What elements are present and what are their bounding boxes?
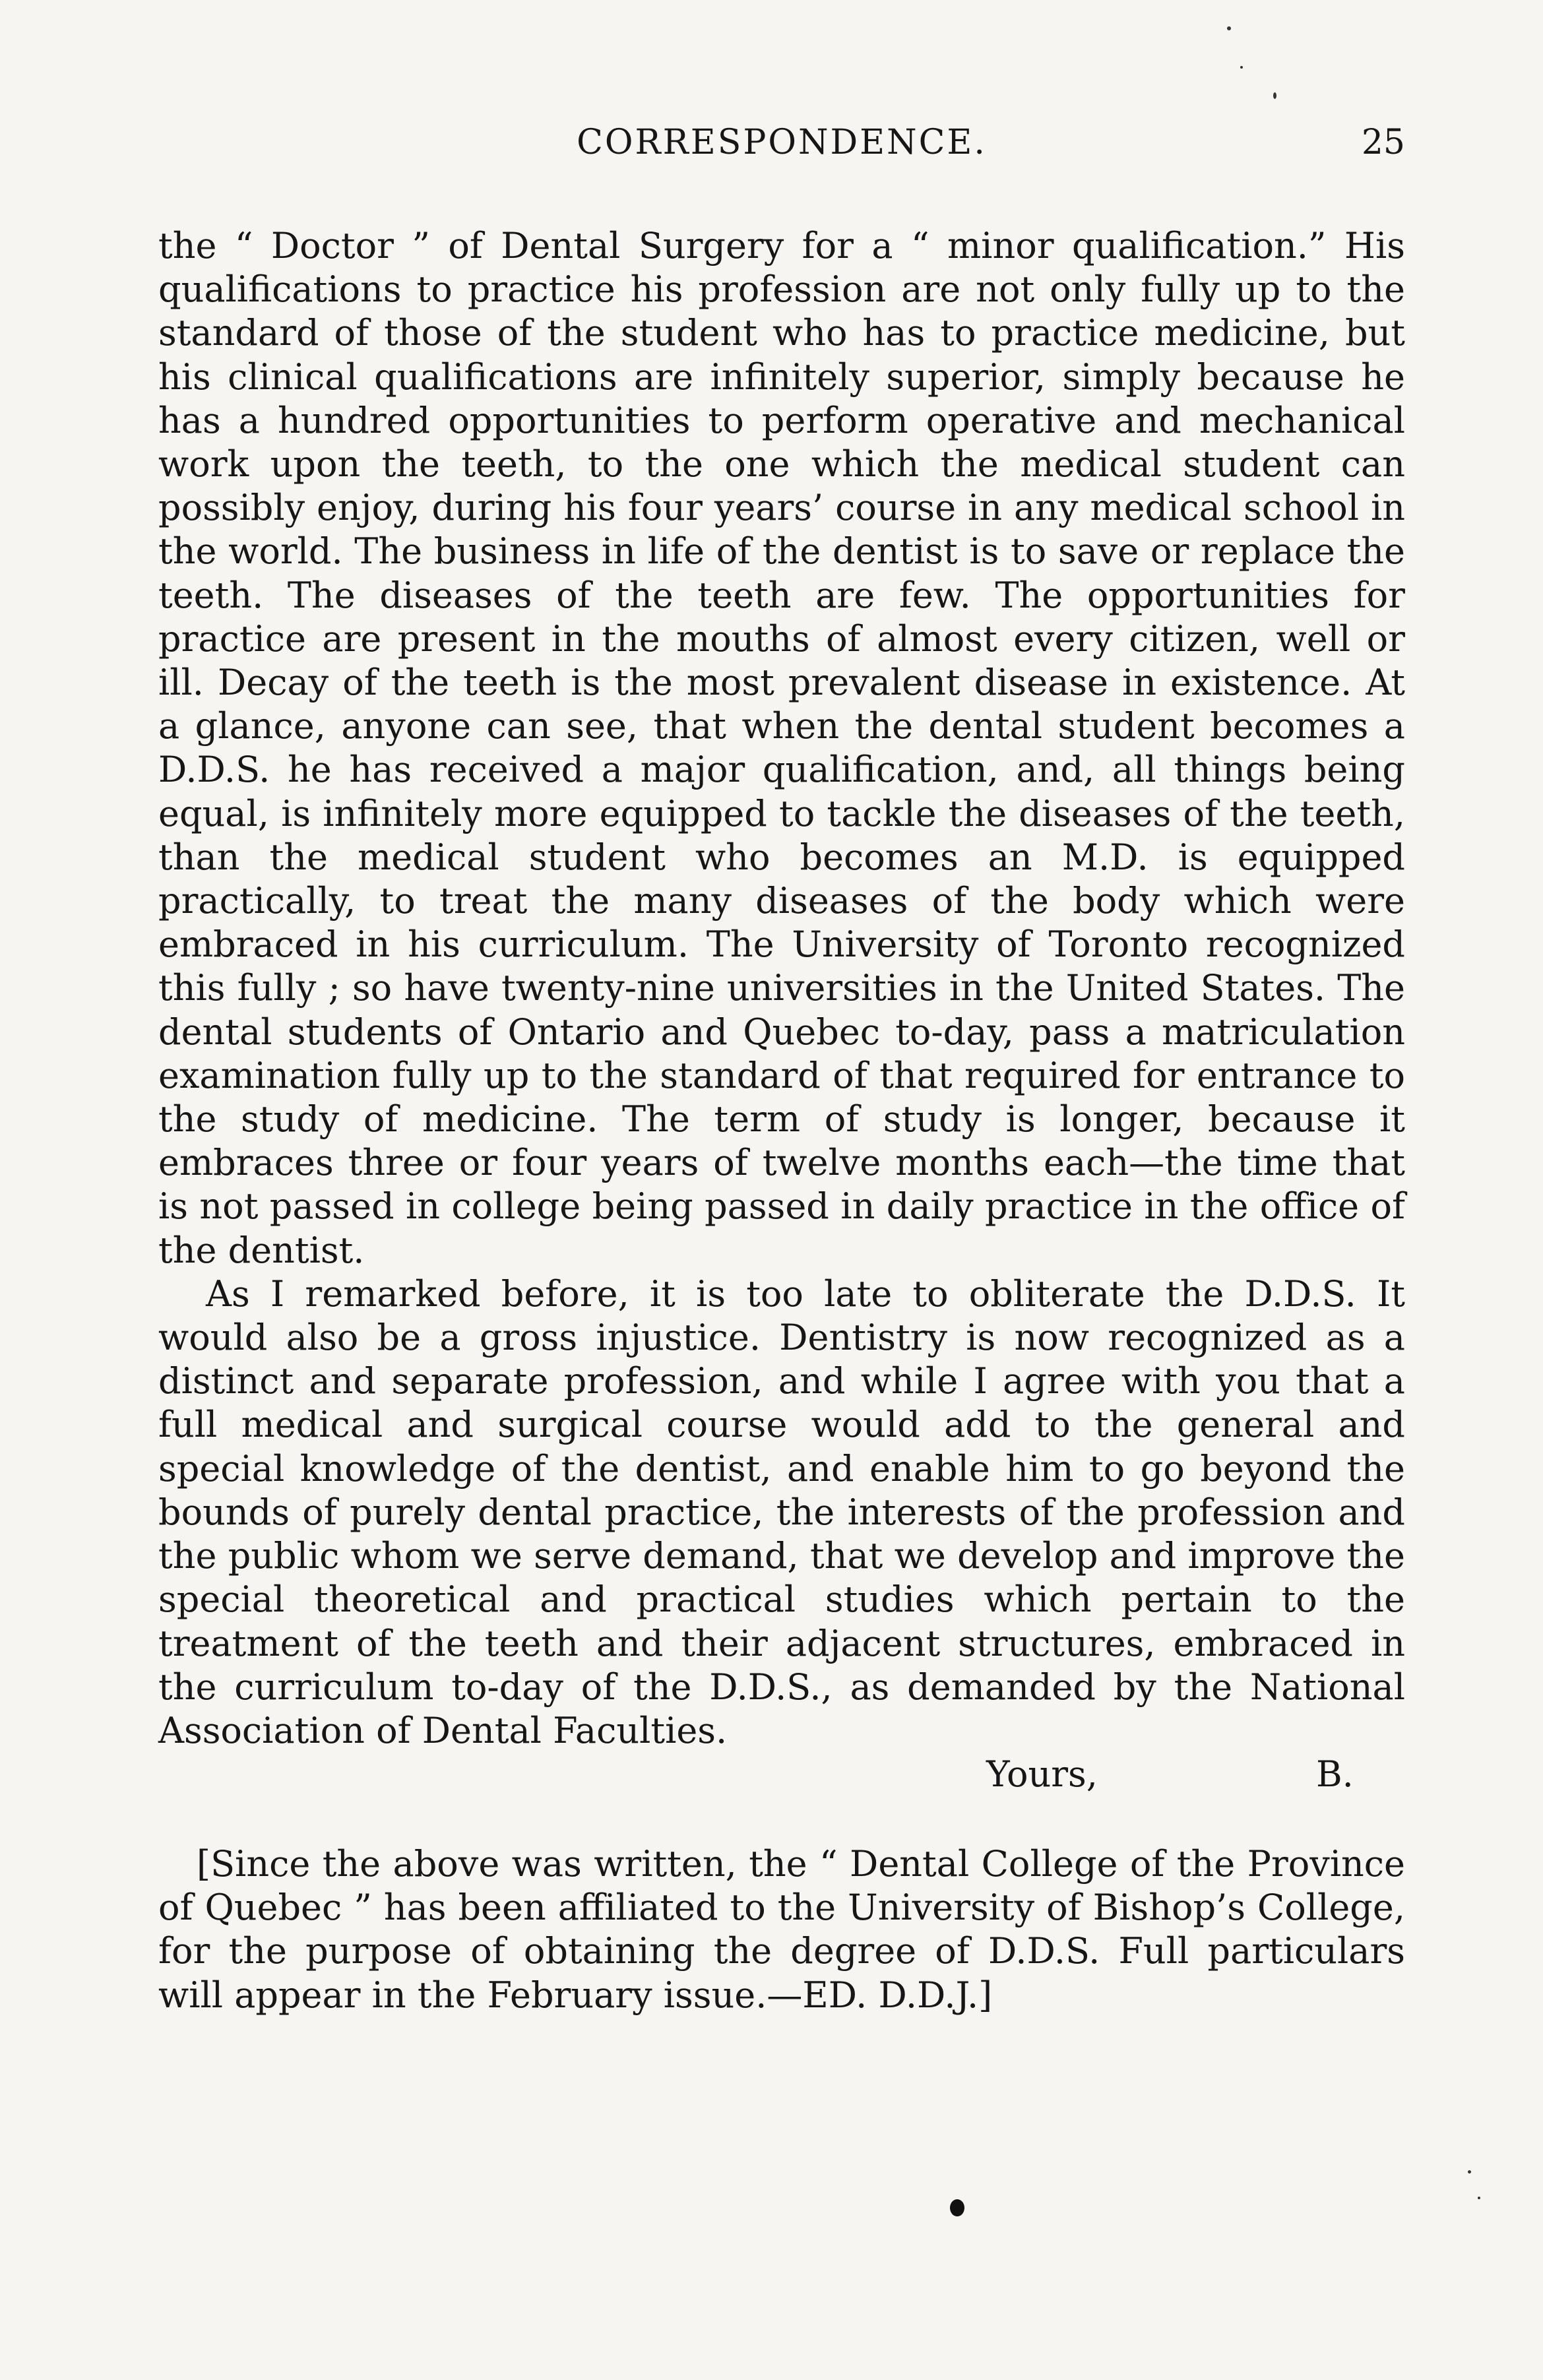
paper-speck [1240,66,1243,69]
printed-dot-mark [950,2199,964,2216]
signoff [158,1753,1405,1796]
paper-speck [1468,2170,1471,2174]
running-head [158,111,1405,174]
paper-speck [1227,26,1231,30]
paper-speck [1478,2197,1480,2199]
letter-body [158,224,1405,1796]
running-title: CORRESPONDENCE. [577,123,987,162]
paragraph-2: As I remarked before, it is too late to obliterate the D.D.S. It would also be a gross injustice. Dentistry is now recognized as a distinct and separate profession, and while I agree with you that a full medical and surgical course would add to the general and special knowledge of the dentist, and enable him to go beyond the bounds of purely dental practice, the interests of the profession and the public whom we serve demand, that we develop and improve the special theoretical and practical studies which pertain to the treatment of the teeth and their adjacent structures, embraced in the curriculum to-day of the D.D.S., as demanded by the National Association of Dental Faculties. [158,1272,1405,1751]
paragraph-1: the “ Doctor ” of Dental Surgery for a “ minor qualification.” His qualifications to practice his profession are not only fully up to the standard of those of the student who has to practice medicine, but his clinical qualifications are infinitely superior, simply because he has a hundred opportunities to perform operative and mechanical work upon the teeth, to the one which the medical student can possibly enjoy, during his four years’ course in any medical school in the world. The business in life of the dentist is to save or replace the teeth. The diseases of the teeth are few. The opportunities for practice are present in the mouths of almost every citizen, well or ill. Decay of the teeth is the most prevalent disease in existence. At a glance, anyone can see, that when the dental student becomes a D.D.S. he has received a major qualification, and, all things being equal, is infinitely more equipped to tackle the diseases of the teeth, than the medical student who becomes an M.D. is equipped practically, to treat the many diseases of the body which were embraced in his curriculum. The University of Toronto recognized this fully ; so have twenty-nine universities in the United States. The dental students of Ontario and Quebec to-day, pass a matriculation examination fully up to the standard of that required for entrance to the study of medicine. The term of study is longer, because it embraces three or four years of twelve months each—the time that is not passed in college being passed in daily practice in the office of the dentist. [158,225,1405,1271]
closing: Yours, [986,1753,1098,1796]
signature-initial: B. [1316,1753,1354,1796]
page-number: 25 [1361,123,1405,162]
paper-speck [1273,92,1276,99]
editor-note: [Since the above was written, the “ Dental College of the Province of Quebec ” has been affiliated to the University of Bishop’s College, for the purpose of obtaining the degree of D.D.S. Full particulars will appear in the February issue.—ED. D.D.J.] [158,1843,1405,2016]
